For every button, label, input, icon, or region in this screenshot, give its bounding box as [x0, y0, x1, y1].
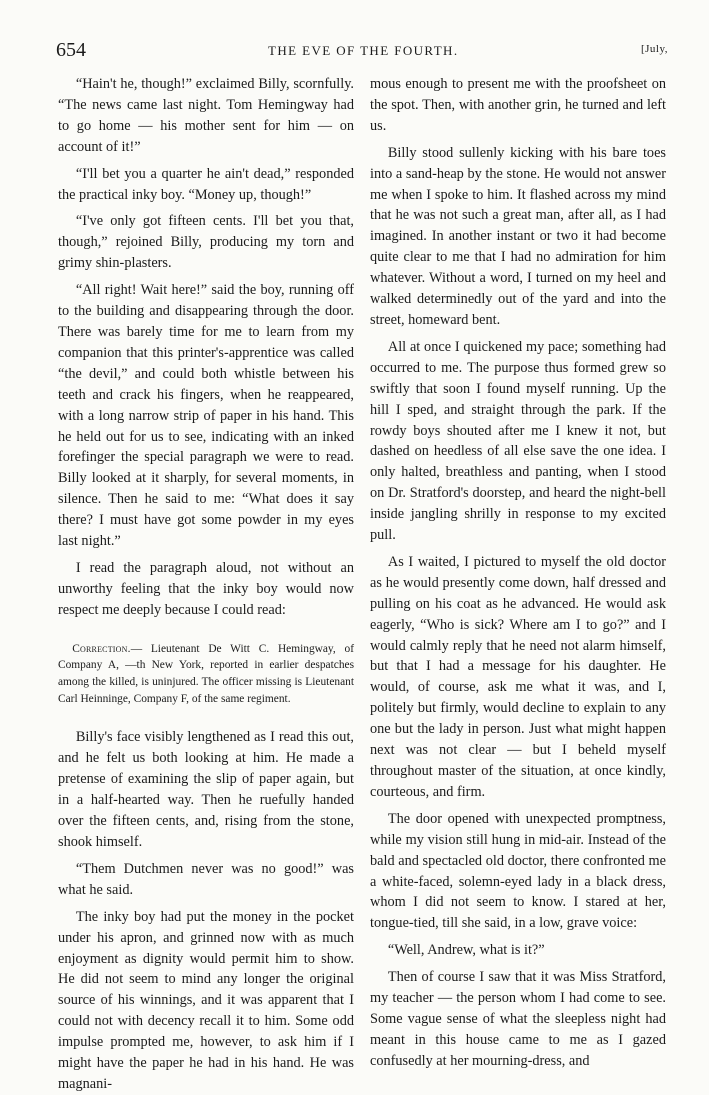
page-header — [56, 39, 668, 69]
paragraph: “All right! Wait here!” said the boy, running off to the building and disappearing through the door. There was barely time for me to learn from my companion that this printer's-apprentice was called “the devil,” and could both whistle between his teeth and crack his fingers, when he reappeared, with a long narrow strip of paper in his hand. This he held out for us to see, indicating with an inked forefinger the special paragraph we were to read. Billy looked at it sharply, for several moments, in silence. Then he said to me: “What does it say there? I must have got some powder in my eyes last night.” — [58, 282, 354, 550]
left-column — [58, 74, 354, 1095]
correction-notice — [58, 641, 354, 708]
paragraph: The door opened with unexpected promptness, while my vision still hung in mid-air. Instead of the bald and spectacled old doctor, there confronted me a white-faced, solemn-eyed lady in a black dress, whom I did not seem to know. I stared at her, tongue-tied, till she said, in a low, grave voice: — [370, 810, 666, 932]
running-title: THE EVE OF THE FOURTH. — [268, 43, 459, 58]
paragraph: Then of course I saw that it was Miss Stratford, my teacher — the person whom I had come to see. Some vague sense of what the sleepless night had meant in this house came to me as I gazed confusedly at her mourning-dress, and — [370, 969, 666, 1069]
paragraph: “Hain't he, though!” exclaimed Billy, scornfully. “The news came last night. Tom Hemingway had to go home — his mother sent for him — on account of it!” — [58, 76, 354, 155]
paragraph: Billy stood sullenly kicking with his bare toes into a sand-heap by the stone. He would not answer me when I spoke to him. It flashed across my mind that he was not such a great man, after all, as I had imagined. In another instant or two it had become quite clear to me that I had no admiration for him whatever. Without a word, I turned on my heel and walked determinedly out of the yard and into the street, homeward bent. — [370, 144, 666, 328]
paragraph: “Well, Andrew, what is it?” — [387, 942, 545, 959]
correction-text: — Lieutenant De Witt C. Hemingway, of Company A, —th New York, reported in earlier despatches among the killed, is uninjured. The officer missing is Lieutenant Carl Heinninge, Company F, of the same regiment. — [58, 642, 354, 705]
correction-label: Correction. — [72, 642, 131, 655]
right-column — [370, 74, 666, 1072]
header-month: [July, — [640, 43, 668, 55]
paragraph: mous enough to present me with the proofsheet on the spot. Then, with another grin, he turned and left us. — [370, 76, 666, 134]
paragraph: Billy's face visibly lengthened as I read this out, and he felt us both looking at him. He made a pretense of examining the slip of paper again, but in a half-hearted way. Then he ruefully handed over the fifteen cents, and, rising from the stone, shook himself. — [58, 729, 354, 850]
paragraph: “I've only got fifteen cents. I'll bet you that, though,” rejoined Billy, producing my torn and grimy shin-plasters. — [58, 213, 354, 272]
paragraph: The inky boy had put the money in the pocket under his apron, and grinned now with as much enjoyment as dignity would permit him to show. He did not seem to mind any longer the original source of his winnings, and it was apparent that I could not with decency recall it to him. Some odd impulse prompted me, however, to ask him if I might have the paper he had in his hand. He was magnani- — [58, 908, 354, 1092]
paragraph: “I'll bet you a quarter he ain't dead,” responded the practical inky boy. “Money up, though!” — [58, 165, 354, 203]
paragraph: “Them Dutchmen never was no good!” was what he said. — [58, 860, 354, 898]
paragraph: I read the paragraph aloud, not without an unworthy feeling that the inky boy would now respect me deeply because I could read: — [58, 559, 354, 618]
paragraph: As I waited, I pictured to myself the old doctor as he would presently come down, half dressed and pulling on his coat as he advanced. He would ask eagerly, “Who is sick? Where am I to go?” and I would calmly reply that he need not alarm himself, but that I had a message for his daughter. He would, of course, ask me what it was, and I, politely but firmly, would decline to explain to any one but the lady in person. Just what might happen next was not clear — but I beheld myself throughout master of the situation, at once kindly, courteous, and firm. — [370, 553, 666, 800]
paragraph: All at once I quickened my pace; something had occurred to me. The purpose thus formed grew so swiftly that soon I found myself running. Up the hill I sped, and straight through the park. If the rowdy boys shouted after me I knew it not, but dashed on heedless of all else save the one idea. I only halted, breathless and panting, when I stood on Dr. Stratford's doorstep, and heard the night-bell inside jangling shrilly in response to my excited pull. — [370, 338, 666, 544]
page-number: 654 — [56, 39, 86, 61]
